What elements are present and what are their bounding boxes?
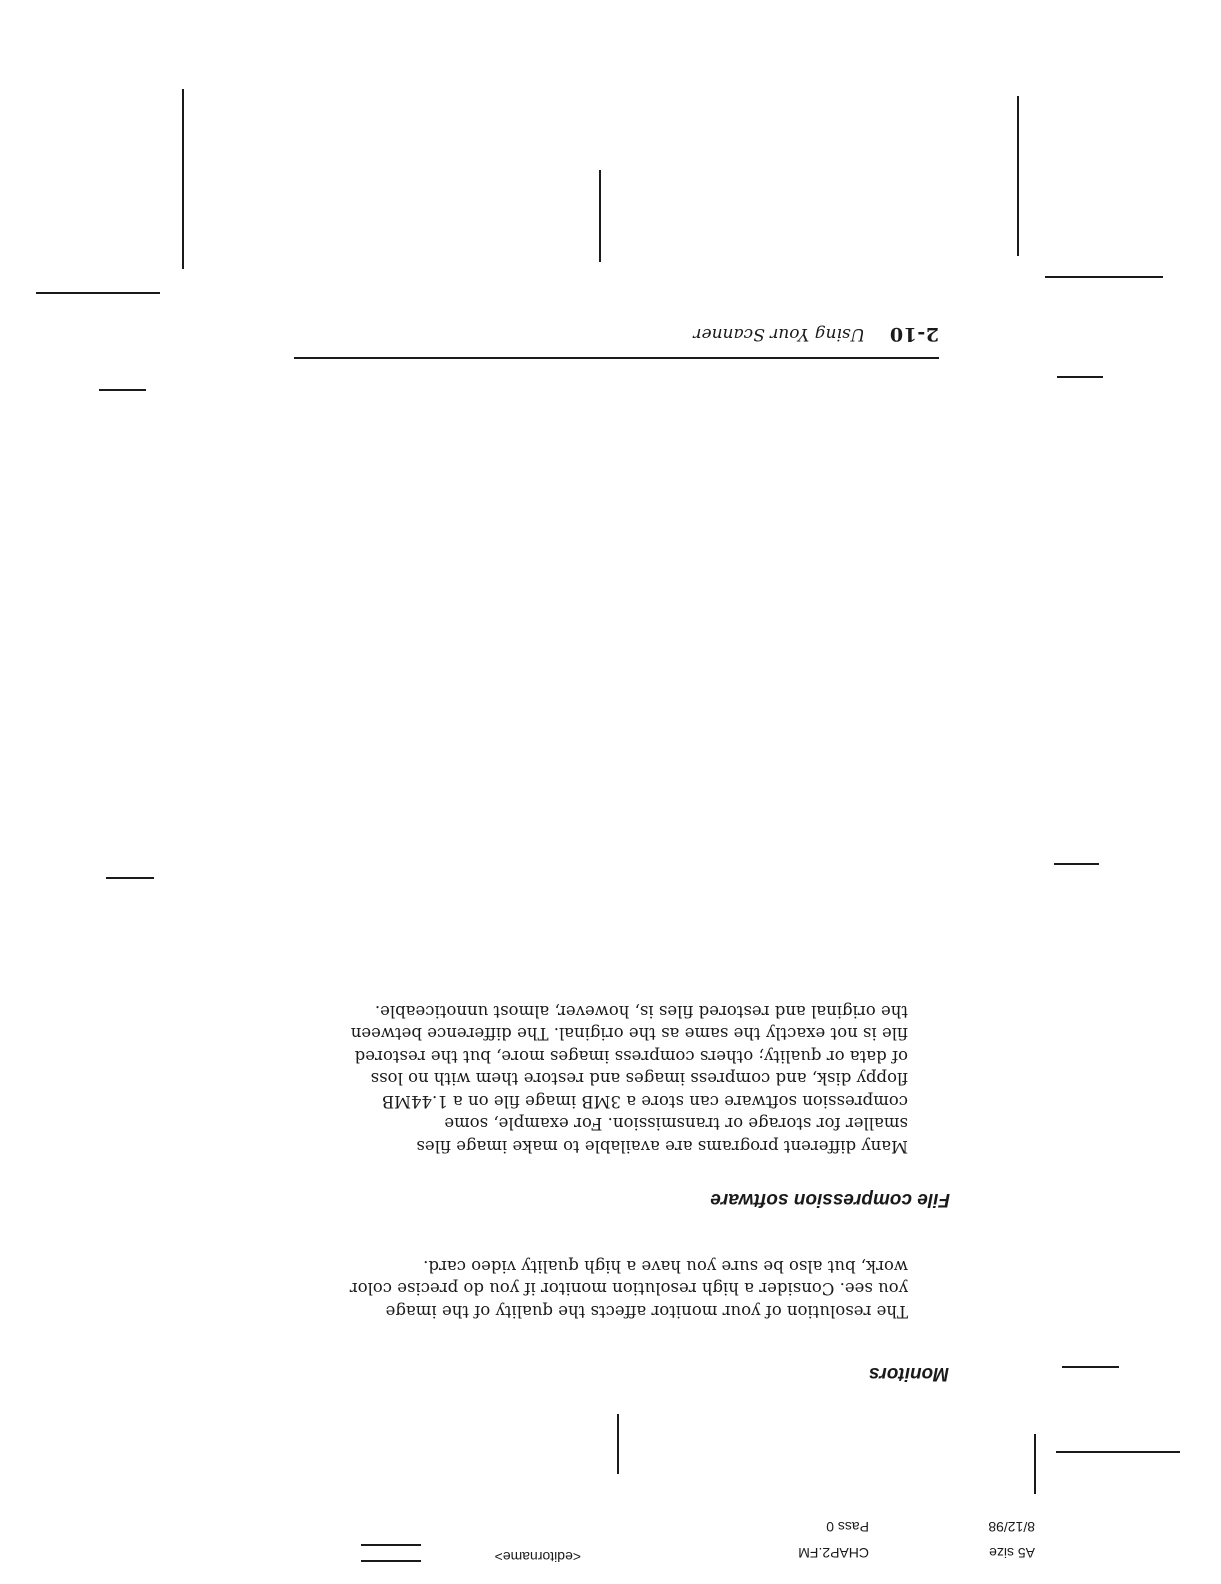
crop-mark xyxy=(1018,96,1020,256)
paragraph-line: Many different programs are available to make image files xyxy=(416,1137,908,1156)
section-paragraph xyxy=(288,1255,908,1323)
paragraph-line: floppy disk, and compress images and restore them with no loss xyxy=(370,1069,908,1089)
running-title: Using Your Scanner xyxy=(693,324,865,344)
paragraph-line: smaller for storage or transmission. For example, some xyxy=(444,1114,908,1134)
crop-mark xyxy=(1054,864,1099,866)
crop-mark xyxy=(1035,1434,1037,1494)
section-paragraph xyxy=(288,1000,908,1158)
crop-mark xyxy=(1045,277,1163,279)
paragraph-line: the original and restored files is, however, almost unnoticeable. xyxy=(374,1002,908,1021)
footer-rule xyxy=(361,1545,421,1547)
paragraph-line: you see. Consider a high resolution monitor if you do precise color xyxy=(349,1279,908,1299)
crop-mark xyxy=(99,390,146,392)
paragraph-line: work, but also be sure you have a high quality video card. xyxy=(423,1257,908,1276)
crop-mark xyxy=(1062,1367,1119,1369)
footer-rule xyxy=(361,1561,421,1563)
footer-date: 8/12/98 xyxy=(988,1519,1035,1535)
crop-mark xyxy=(1057,377,1103,379)
section-heading: File compression software xyxy=(710,1189,950,1210)
crop-mark xyxy=(183,89,185,269)
header-rule xyxy=(294,357,939,359)
footer-size: A5 size xyxy=(989,1545,1035,1561)
crop-mark xyxy=(618,1414,620,1474)
footer-pass: Pass 0 xyxy=(826,1519,869,1535)
crop-mark xyxy=(1056,1452,1180,1454)
paragraph-line: compression software can store a 3MB image file on a 1.44MB xyxy=(381,1092,908,1111)
footer-editor: <editorname> xyxy=(494,1549,581,1565)
footer-file: CHAP2.FM xyxy=(798,1545,869,1561)
paragraph-line: file is not exactly the same as the original. The difference between xyxy=(350,1024,908,1044)
crop-mark xyxy=(106,878,154,880)
crop-mark xyxy=(600,170,602,262)
section-heading: Monitors xyxy=(868,1363,949,1384)
crop-mark xyxy=(36,293,160,295)
paragraph-line: The resolution of your monitor affects the quality of the image xyxy=(385,1302,908,1321)
page-number: 2-10 xyxy=(889,323,939,345)
paragraph-line: of data or quality; others compress images more, but the restored xyxy=(354,1047,908,1066)
